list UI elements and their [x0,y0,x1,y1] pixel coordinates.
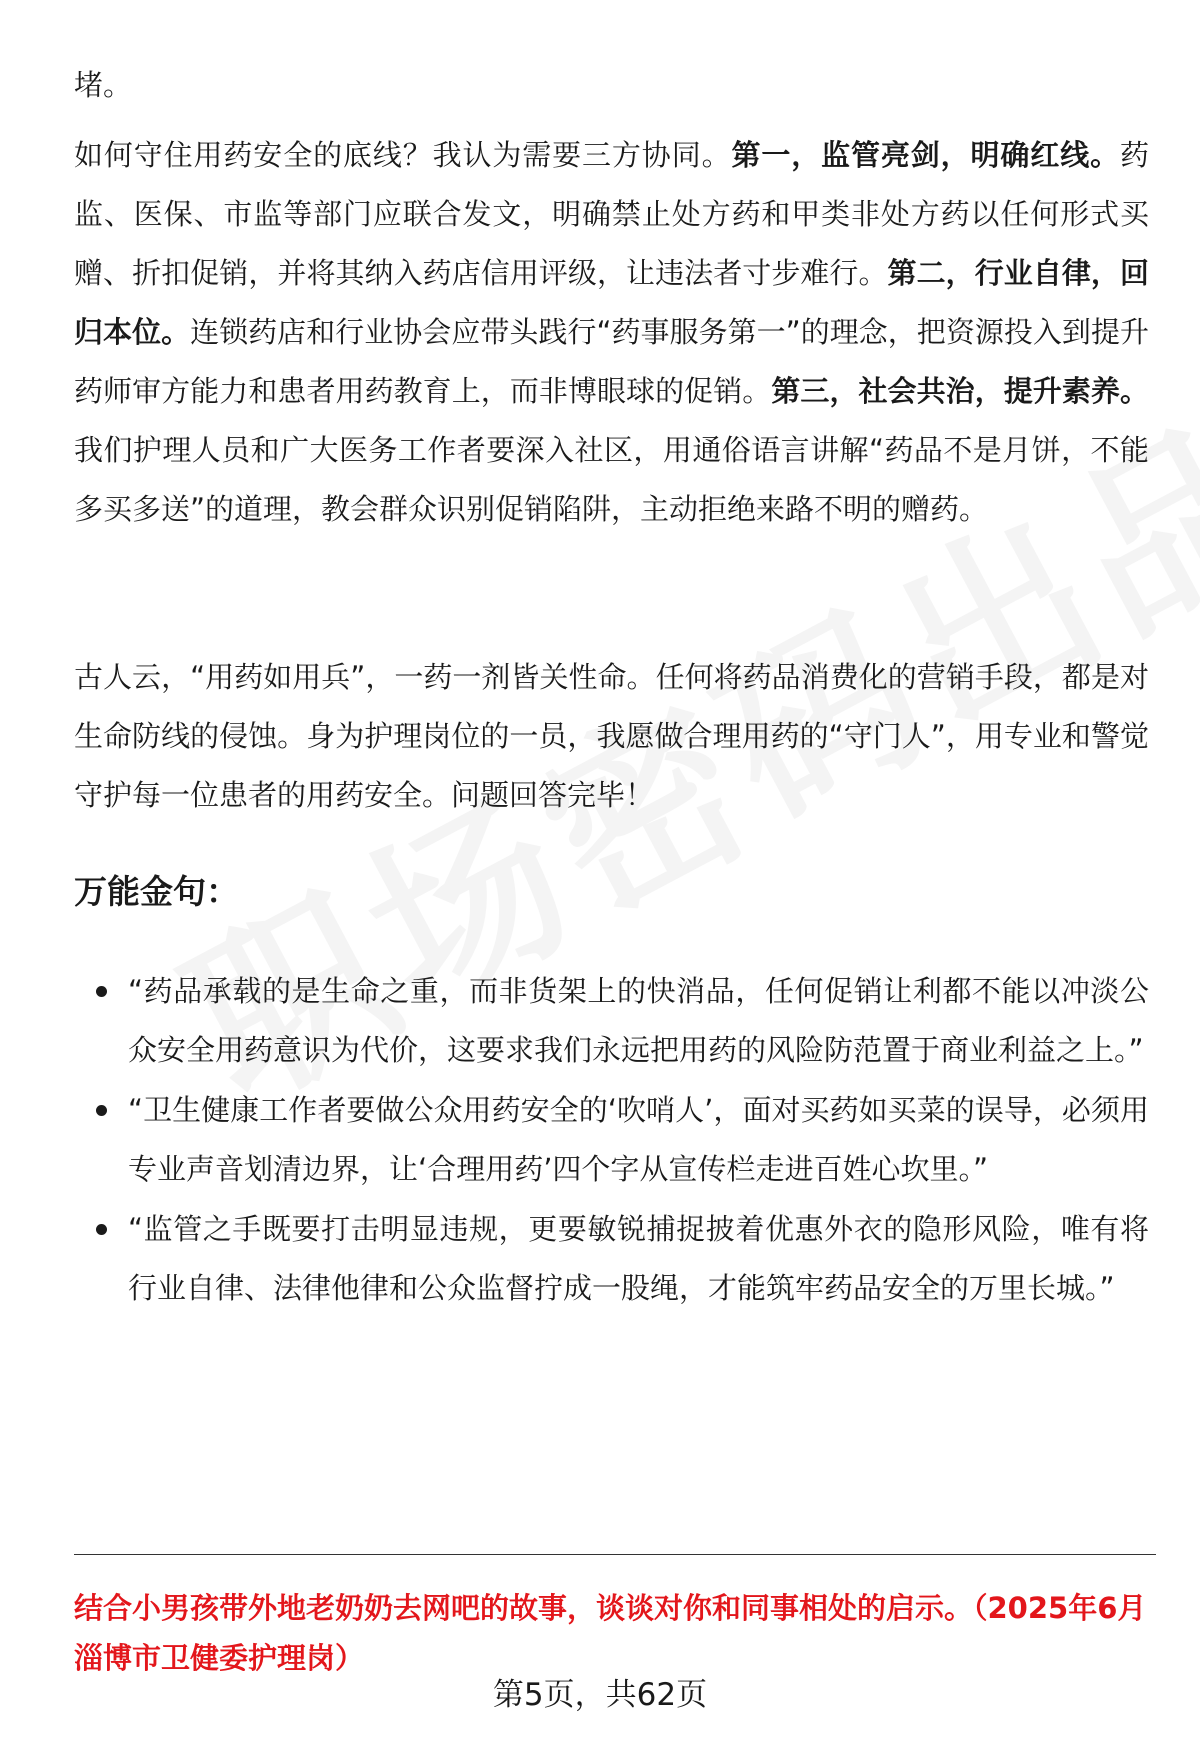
quote-text: “药品承载的是生命之重，而非货架上的快消品，任何促销让利都不能以冲淡公众安全用药意识为代价，这要求我们永远把用药的风险防范置于商业利益之上。” [128,974,1149,1067]
paragraph-text: 连锁药店和行业协会应带头践行“药事服务第一”的理念，把资源投入到提升药师审方能力和患者用药教育上，而非博眼球的促销。 [74,315,1149,408]
point-one-bold: 第一，监管亮剑，明确红线。 [731,138,1120,172]
list-item [74,962,1149,1080]
golden-sentences-list [74,962,1149,1319]
section-divider [74,1554,1156,1555]
paragraph-continuation: 堵。 [74,68,133,102]
list-item [74,1081,1149,1199]
bullet-dot-icon [96,1105,107,1116]
paragraph-text: 我们护理人员和广大医务工作者要深入社区，用通俗语言讲解“药品不是月饼，不能多买多送”的道理，教会群众识别促销陷阱，主动拒绝来路不明的赠药。 [74,433,1149,526]
list-item [74,1200,1149,1318]
paragraph-text: 药监、医保、市监等部门应联合发文，明确禁止处方药和甲类非处方药以任何形式买赠、折扣促销，并将其纳入药店信用评级，让违法者寸步难行。 [74,138,1149,290]
quote-text: “卫生健康工作者要做公众用药安全的‘吹哨人’，面对买药如买菜的误导，必须用专业声音划清边界，让‘合理用药’四个字从宣传栏走进百姓心坎里。” [128,1093,1149,1186]
paragraph-text: 如何守住用药安全的底线？我认为需要三方协同。 [74,138,732,172]
bullet-dot-icon [96,1224,107,1235]
quote-text: “监管之手既要打击明显违规，更要敏锐捕捉披着优惠外衣的隐形风险，唯有将行业自律、法律他律和公众监督拧成一股绳，才能筑牢药品安全的万里长城。” [128,1212,1149,1305]
next-question-title: 结合小男孩带外地老奶奶去网吧的故事，谈谈对你和同事相处的启示。（2025年6月淄博市卫健委护理岗） [74,1591,1147,1675]
page-number: 第5页，共62页 [492,1677,708,1713]
point-two-bold: 第二，行业自律，回归本位。 [74,256,1149,349]
point-three-bold: 第三，社会共治，提升素养。 [771,374,1149,408]
paragraph-conclusion: 古人云，“用药如用兵”，一药一剂皆关性命。任何将药品消费化的营销手段，都是对生命防线的侵蚀。身为护理岗位的一员，我愿做合理用药的“守门人”，用专业和警觉守护每一位患者的用药安全。问题回答完毕！ [74,660,1149,812]
golden-sentences-heading: 万能金句： [74,872,239,911]
bullet-dot-icon [96,986,107,997]
paragraph-three-measures [74,126,1149,539]
